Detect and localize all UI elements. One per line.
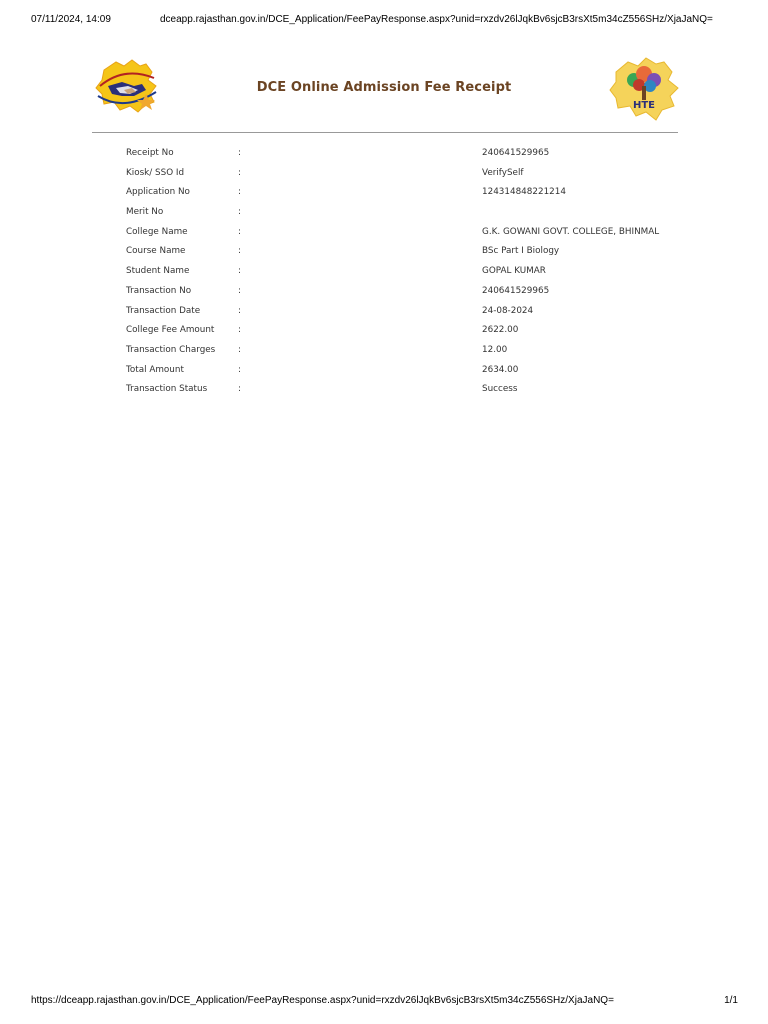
row-value: 240641529965: [482, 148, 550, 158]
row-label: Transaction Charges: [126, 344, 216, 355]
receipt-row: [126, 224, 686, 244]
row-separator: :: [238, 167, 241, 178]
row-label: Course Name: [126, 246, 186, 257]
row-separator: :: [238, 305, 241, 316]
footer-url: https://dceapp.rajasthan.gov.in/DCE_Application/FeePayResponse.aspx?unid=rxzdv26lJqkBv6sjcB3rsXt5m34cZ556SHz/XjaJaNQ=: [31, 995, 614, 1006]
print-url: dceapp.rajasthan.gov.in/DCE_Application/FeePayResponse.aspx?unid=rxzdv26lJqkBv6sjcB3rsXt5m34cZ556SHz/XjaJaNQ=: [160, 14, 713, 25]
row-label: Receipt No: [126, 148, 174, 158]
receipt-row: [126, 342, 686, 362]
row-separator: :: [238, 285, 241, 296]
receipt-row: [126, 362, 686, 382]
row-separator: :: [238, 187, 241, 198]
row-value: Success: [482, 384, 518, 395]
row-separator: :: [238, 344, 241, 355]
row-separator: :: [238, 384, 241, 395]
row-label: College Fee Amount: [126, 325, 215, 336]
row-label: Transaction Status: [126, 384, 208, 395]
row-label: Transaction No: [126, 285, 192, 296]
row-value: 124314848221214: [482, 187, 566, 198]
print-datetime: 07/11/2024, 14:09: [31, 14, 111, 25]
row-value: G.K. GOWANI GOVT. COLLEGE, BHINMAL: [482, 226, 660, 237]
receipt-row: [126, 204, 686, 224]
row-label: Total Amount: [126, 364, 184, 375]
row-value: 12.00: [482, 344, 508, 355]
receipt-row: [126, 381, 686, 401]
row-value: VerifySelf: [482, 167, 524, 178]
receipt-row: [126, 145, 686, 165]
receipt-row: [126, 303, 686, 323]
receipt-row: [126, 165, 686, 185]
receipt-row: [126, 243, 686, 263]
row-label: Merit No: [126, 207, 164, 218]
row-value: GOPAL KUMAR: [482, 266, 546, 277]
row-separator: :: [238, 246, 241, 257]
receipt-row: [126, 283, 686, 303]
row-value: BSc Part I Biology: [482, 246, 560, 257]
svg-text:HTE: HTE: [632, 100, 656, 111]
row-value: 2634.00: [482, 364, 519, 375]
receipt-details: [126, 145, 686, 401]
row-label: Kiosk/ SSO Id: [126, 167, 185, 178]
row-separator: :: [238, 364, 241, 375]
row-label: Transaction Date: [126, 305, 201, 316]
row-separator: :: [238, 325, 241, 336]
receipt-title: DCE Online Admission Fee Receipt: [256, 80, 512, 95]
title-divider: [92, 132, 678, 133]
row-separator: :: [238, 148, 241, 158]
row-separator: :: [238, 207, 241, 218]
hte-tree-emblem-icon: [608, 54, 680, 122]
receipt-row: [126, 263, 686, 283]
receipt-row: [126, 322, 686, 342]
page-number: 1/1: [724, 995, 738, 1006]
row-label: Student Name: [126, 266, 190, 277]
row-label: Application No: [126, 187, 190, 198]
row-value: 2622.00: [482, 325, 519, 336]
row-separator: :: [238, 226, 241, 237]
receipt-row: [126, 184, 686, 204]
row-separator: :: [238, 266, 241, 277]
row-label: College Name: [126, 226, 188, 237]
row-value: 24-08-2024: [482, 305, 534, 316]
row-value: 240641529965: [482, 285, 550, 296]
